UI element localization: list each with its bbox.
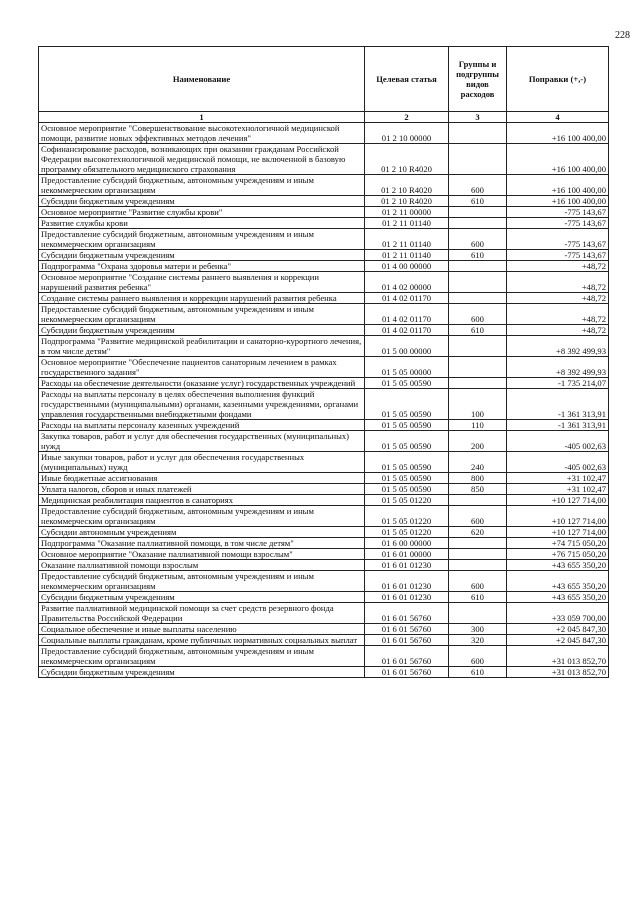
row-amount: +31 102,47 [507,473,609,484]
row-amount: +43 655 350,20 [507,571,609,592]
row-name: Подпрограмма "Развитие медицинской реабилитации и санаторно-курортного лечения, в том числе детям" [39,336,365,357]
row-name: Медицинская реабилитация пациентов в санаториях [39,495,365,506]
table-row [39,635,609,646]
row-name: Социальное обеспечение и иные выплаты населению [39,624,365,635]
row-expense-group: 610 [449,592,507,603]
row-amount: +10 127 714,00 [507,506,609,527]
table-row [39,452,609,473]
header-group: Группы и подгруппы видов расходов [449,47,507,112]
row-target-code: 01 2 11 01140 [365,218,449,229]
column-number: 3 [449,112,507,123]
table-row [39,144,609,175]
table-row [39,473,609,484]
table-row [39,196,609,207]
row-amount: +43 655 350,20 [507,560,609,571]
row-name: Подпрограмма "Оказание паллиативной помощи, в том числе детям" [39,538,365,549]
row-amount: +16 100 400,00 [507,175,609,196]
row-expense-group: 200 [449,431,507,452]
row-target-code: 01 2 10 R4020 [365,196,449,207]
column-number-row [39,112,609,123]
table-row [39,495,609,506]
row-amount: +31 013 852,70 [507,667,609,678]
row-name: Основное мероприятие "Совершенствование высокотехнологичной медицинской помощи, развитие новых эффективных методов лечения" [39,123,365,144]
row-target-code: 01 2 11 01140 [365,250,449,261]
table-row [39,506,609,527]
row-name: Создание системы раннего выявления и коррекции нарушений развития ребенка [39,293,365,304]
row-amount: -775 143,67 [507,218,609,229]
table-row [39,378,609,389]
row-amount: +16 100 400,00 [507,196,609,207]
row-amount: -1 361 313,91 [507,420,609,431]
row-target-code: 01 6 01 01230 [365,560,449,571]
row-name: Основное мероприятие "Обеспечение пациентов санаторным лечением в рамках государственного задания" [39,357,365,378]
row-name: Уплата налогов, сборов и иных платежей [39,484,365,495]
row-name: Софинансирование расходов, возникающих при оказании гражданам Российской Федерации высокотехнологичной медицинской помощи, не включенной в базовую программу обязательного медицинского страхования [39,144,365,175]
row-expense-group [449,272,507,293]
table-row [39,560,609,571]
row-name: Предоставление субсидий бюджетным, автономным учреждениям и иным некоммерческим организациям [39,506,365,527]
row-target-code: 01 5 05 00590 [365,484,449,495]
row-amount: -1 735 214,07 [507,378,609,389]
row-target-code: 01 4 00 00000 [365,261,449,272]
row-target-code: 01 4 02 01170 [365,325,449,336]
row-name: Предоставление субсидий бюджетным, автономным учреждениям и иным некоммерческим организациям [39,175,365,196]
row-expense-group: 800 [449,473,507,484]
table-row [39,667,609,678]
row-amount: -405 002,63 [507,452,609,473]
row-target-code: 01 5 05 01220 [365,506,449,527]
row-amount: +48,72 [507,325,609,336]
row-amount: +2 045 847,30 [507,624,609,635]
table-row [39,420,609,431]
table-row [39,218,609,229]
table-row [39,538,609,549]
row-name: Развитие паллиативной медицинской помощи за счет средств резервного фонда Правительства Российской Федерации [39,603,365,624]
row-amount: +74 715 050,20 [507,538,609,549]
budget-table [38,46,609,678]
row-target-code: 01 6 01 56760 [365,667,449,678]
row-target-code: 01 5 05 00000 [365,357,449,378]
row-expense-group [449,538,507,549]
row-target-code: 01 2 10 R4020 [365,175,449,196]
row-expense-group [449,495,507,506]
row-expense-group [449,603,507,624]
row-amount: +48,72 [507,261,609,272]
table-row [39,336,609,357]
row-expense-group [449,549,507,560]
row-target-code: 01 6 01 56760 [365,624,449,635]
row-target-code: 01 6 01 00000 [365,549,449,560]
row-name: Социальные выплаты гражданам, кроме публичных нормативных социальных выплат [39,635,365,646]
row-name: Иные закупки товаров, работ и услуг для обеспечения государственных (муниципальных) нужд [39,452,365,473]
row-target-code: 01 5 05 01220 [365,527,449,538]
row-expense-group: 110 [449,420,507,431]
row-amount: +31 102,47 [507,484,609,495]
table-row [39,357,609,378]
row-target-code: 01 6 01 56760 [365,635,449,646]
row-expense-group: 610 [449,325,507,336]
table-row [39,571,609,592]
row-amount: +76 715 050,20 [507,549,609,560]
row-target-code: 01 6 01 01230 [365,571,449,592]
table-row [39,325,609,336]
row-target-code: 01 6 01 56760 [365,603,449,624]
header-code: Целевая статья [365,47,449,112]
row-amount: +33 059 700,00 [507,603,609,624]
row-name: Оказание паллиативной помощи взрослым [39,560,365,571]
row-target-code: 01 2 11 00000 [365,207,449,218]
row-target-code: 01 5 05 00590 [365,389,449,420]
row-amount: +48,72 [507,293,609,304]
row-expense-group: 610 [449,250,507,261]
row-expense-group [449,261,507,272]
row-name: Расходы на выплаты персоналу казенных учреждений [39,420,365,431]
row-name: Подпрограмма "Охрана здоровья матери и ребенка" [39,261,365,272]
row-target-code: 01 4 02 00000 [365,272,449,293]
row-name: Субсидии автономным учреждениям [39,527,365,538]
row-expense-group: 620 [449,527,507,538]
row-amount: +16 100 400,00 [507,123,609,144]
row-amount: -775 143,67 [507,207,609,218]
row-expense-group: 850 [449,484,507,495]
row-expense-group: 100 [449,389,507,420]
row-target-code: 01 6 01 01230 [365,592,449,603]
table-row [39,389,609,420]
table-row [39,549,609,560]
row-expense-group: 320 [449,635,507,646]
row-target-code: 01 6 00 00000 [365,538,449,549]
table-row [39,250,609,261]
row-name: Основное мероприятие "Развитие службы крови" [39,207,365,218]
row-name: Расходы на обеспечение деятельности (оказание услуг) государственных учреждений [39,378,365,389]
row-amount: +16 100 400,00 [507,144,609,175]
column-number: 2 [365,112,449,123]
table-row [39,272,609,293]
row-name: Субсидии бюджетным учреждениям [39,667,365,678]
column-number: 4 [507,112,609,123]
row-target-code: 01 5 05 00590 [365,452,449,473]
row-target-code: 01 4 02 01170 [365,293,449,304]
table-row [39,261,609,272]
row-amount: +48,72 [507,272,609,293]
table-row [39,123,609,144]
row-expense-group: 240 [449,452,507,473]
table-header-row [39,47,609,112]
row-expense-group: 300 [449,624,507,635]
table-row [39,304,609,325]
row-amount: +8 392 499,93 [507,357,609,378]
row-expense-group [449,560,507,571]
row-name: Предоставление субсидий бюджетным, автономным учреждениям и иным некоммерческим организациям [39,229,365,250]
row-amount: +48,72 [507,304,609,325]
table-row [39,603,609,624]
row-expense-group: 600 [449,175,507,196]
row-name: Иные бюджетные ассигнования [39,473,365,484]
row-expense-group [449,218,507,229]
table-body [39,123,609,678]
table-row [39,207,609,218]
row-target-code: 01 2 11 01140 [365,229,449,250]
table-row [39,646,609,667]
row-expense-group [449,207,507,218]
row-expense-group: 600 [449,646,507,667]
header-name: Наименование [39,47,365,112]
row-name: Субсидии бюджетным учреждениям [39,592,365,603]
column-number: 1 [39,112,365,123]
table-row [39,293,609,304]
row-name: Субсидии бюджетным учреждениям [39,250,365,261]
row-target-code: 01 5 05 00590 [365,420,449,431]
row-expense-group: 600 [449,571,507,592]
row-amount: -1 361 313,91 [507,389,609,420]
row-expense-group: 610 [449,667,507,678]
row-expense-group: 600 [449,304,507,325]
row-name: Предоставление субсидий бюджетным, автономным учреждениям и иным некоммерческим организациям [39,304,365,325]
row-expense-group [449,144,507,175]
row-name: Субсидии бюджетным учреждениям [39,325,365,336]
row-name: Субсидии бюджетным учреждениям [39,196,365,207]
row-target-code: 01 4 02 01170 [365,304,449,325]
row-amount: +43 655 350,20 [507,592,609,603]
row-amount: +2 045 847,30 [507,635,609,646]
row-expense-group [449,357,507,378]
row-amount: +10 127 714,00 [507,527,609,538]
table-row [39,431,609,452]
table-row [39,592,609,603]
row-expense-group [449,123,507,144]
row-name: Закупка товаров, работ и услуг для обеспечения государственных (муниципальных) нужд [39,431,365,452]
row-name: Развитие службы крови [39,218,365,229]
row-name: Основное мероприятие "Создание системы раннего выявления и коррекции нарушений развития ребенка" [39,272,365,293]
row-amount: -775 143,67 [507,250,609,261]
row-expense-group: 600 [449,506,507,527]
table-row [39,229,609,250]
row-amount: +10 127 714,00 [507,495,609,506]
row-name: Расходы на выплаты персоналу в целях обеспечения выполнения функций государственными (муниципальными) органами, казенными учреждениями, органами управления государственными внебюджетными фондами [39,389,365,420]
row-target-code: 01 6 01 56760 [365,646,449,667]
table-row [39,175,609,196]
row-amount: +8 392 499,93 [507,336,609,357]
row-name: Предоставление субсидий бюджетным, автономным учреждениям и иным некоммерческим организациям [39,571,365,592]
table-row [39,624,609,635]
row-amount: +31 013 852,70 [507,646,609,667]
row-expense-group [449,293,507,304]
table-row [39,527,609,538]
header-amount: Поправки (+,-) [507,47,609,112]
table-row [39,484,609,495]
row-target-code: 01 5 05 01220 [365,495,449,506]
row-target-code: 01 5 00 00000 [365,336,449,357]
row-target-code: 01 2 10 R4020 [365,144,449,175]
row-amount: -775 143,67 [507,229,609,250]
page-number: 228 [615,30,630,41]
row-target-code: 01 5 05 00590 [365,378,449,389]
row-name: Основное мероприятие "Оказание паллиативной помощи взрослым" [39,549,365,560]
row-expense-group: 600 [449,229,507,250]
row-expense-group [449,336,507,357]
row-target-code: 01 5 05 00590 [365,473,449,484]
row-target-code: 01 2 10 00000 [365,123,449,144]
row-name: Предоставление субсидий бюджетным, автономным учреждениям и иным некоммерческим организациям [39,646,365,667]
row-target-code: 01 5 05 00590 [365,431,449,452]
row-expense-group: 610 [449,196,507,207]
row-amount: -405 002,63 [507,431,609,452]
row-expense-group [449,378,507,389]
